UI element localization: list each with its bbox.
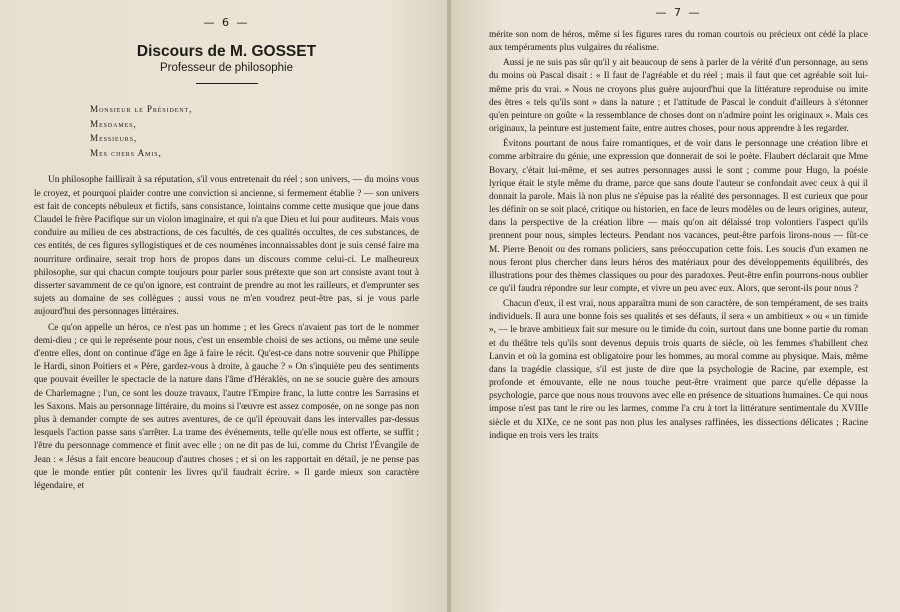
left-body: [34, 174, 419, 493]
page-number: — 7 —: [655, 6, 702, 19]
book-gutter: [447, 0, 451, 612]
paragraph: mérite son nom de héros, même si les figures rares du roman courtois ou précieux ont cédé la place aux tempéraments plus vulgaires du réalisme.: [489, 30, 868, 54]
salutation: [90, 102, 419, 160]
page-number: — 6 —: [203, 16, 250, 29]
salutation-line: Mesdames,: [90, 118, 137, 129]
paragraph: Aussi je ne suis pas sûr qu'il y ait beaucoup de sens à parler de la vérité d'un personnage, au sens du moins où Pascal disait : « Il faut de l'agréable et du réel ; mais il faut que cet agréable soit lui-même pris du vrai. » Nous ne croyons plus guère aujourd'hui que la littérature reproduise ou imite des êtres « tels qu'ils sont » dans la nature ; et l'attitude de Pascal le conduit d'ailleurs à s'étonner qu'en peinture on goûte « la ressemblance de choses dont on n'admire point les originaux ». Mais ces originaux, la peinture est justement faite, entre autres choses, pour nous apprendre à les regarder.: [489, 58, 868, 135]
paragraph: Chacun d'eux, il est vrai, nous apparaîtra muni de son caractère, de son tempérament, de ses traits individuels. Il aura une bonne fois ses qualités et ses défauts, il sera « un ambitieux » ou « un timide », — le brave ambitieux fait sur mesure ou le timide du coin, surtout dans une bonne partie du roman et du théâtre tels qu'ils sont devenus depuis trois quarts de siècle, où les femmes s'habillent chez Lanvin et où la gomina est obligatoire pour les hommes, au moral comme au physique. Mais, même dans la tragédie classique, s'il est juste de dire que la psychologie de Racine, par exemple, est profonde et émouvante, elle ne nous touche peut-être vraiment que parce qu'elle dépasse la psychologie, parce que nous nous trouvons avec elle en présence de situations humaines. Ce qui nous impose n'est pas tant le rire ou les larmes, comme l'a cru à tort la littérature sentimentale du XVIIIe siècle et du XIXe, ce ne sont pas non plus les analyses raffinées, les dissections délicates ; Racine indique en trois vers les traits: [489, 299, 868, 441]
speech-subtitle: Professeur de philosophie: [160, 62, 293, 74]
salutation-line: Monsieur le Président,: [90, 104, 193, 114]
paragraph: Ce qu'on appelle un héros, ce n'est pas un homme ; et les Grecs n'avaient pas tort de le nommer demi-dieu ; ce qui le représente pour nous, c'est un ensemble choisi de ses actions, ou même une seule d'entre elles, dont on continue d'âge en âge à faire le récit. Qu'est-ce dans notre souvenir que Philippe le Hardi, sinon Poitiers et « Père, gardez-vous à droite, à gauche ? » On s'inquiète peu des sentiments que pouvait éveiller le spectacle de la nature dans l'âme d'Héraklès, on ne se soucie guère des amours de Charlemagne ; l'un, ce sont les douze travaux, l'autre l'Empire franc, la lutte contre les Sarrasins et les Saxons. Mais au personnage littéraire, du moins si l'œuvre est assez composée, on ne songe pas non plus à demander compte de ses autres aventures, de ce qu'il éprouvait dans les intervalles par-dessus lesquels l'action passe sans s'arrêter. La trame des événements, telle qu'elle nous est offerte, se suffit ; l'être du personnage commence et finit avec elle ; on ne dit pas de lui, comme du Christ l'Évangile de Jean : « Jésus a fait encore beaucoup d'autres choses ; et si on les rapportait en détail, je ne pense pas que le monde entier pût contenir les livres qu'il faudrait écrire. » Il garde mieux son caractère légendaire, et: [34, 322, 419, 492]
salutation-line: Messieurs,: [90, 133, 138, 144]
right-page: [449, 0, 900, 612]
salutation-line: Mes chers Amis,: [90, 147, 162, 158]
title-divider: [196, 83, 258, 84]
left-page: [0, 0, 449, 612]
speech-title: Discours de M. GOSSET: [136, 43, 317, 60]
paragraph: Évitons pourtant de nous faire romantiques, et de voir dans le personnage une création libre et comme arbitraire du génie, une expression que donnerait de soi le poète. Flaubert déclarait que Mme Bovary, c'était lui-même, et ses autres personnages aussi le sont ; comme pour Hugo, la poésie lyrique était le style même du drame, parce que sans doute l'auteur se confondait avec ceux à qui il donnait la parole. Mais là non plus ne s'épuise pas la réalité des personnages. Il est curieux que pour les définir on se soit placé, critique ou historien, en face de leurs modèles ou de leurs origines, auteur, dans la perspective de la création libre — mais qu'on ait délaissé trop volontiers l'aspect qu'ils prennent pour nous, simples lecteurs. Pendant nos vacances, peut-être parfois lirons-nous — fût-ce M. Pierre Benoit ou des romans policiers, sans préoccupation cette fois. Les soucis d'un examen ne nous feront plus chercher dans leurs héros des matériaux pour des développements équilibrés, des illustrations pour des thèmes classiques ou pour des paradoxes. Peut-être enfin pourrons-nous oublier ce qu'il faudra répondre sur leur compte, et vivre un peu avec eux. Alors, que seront-ils pour nous ?: [489, 139, 868, 294]
paragraph: Un philosophe faillirait à sa réputation, s'il vous entretenait du réel ; son univers, — du moins vous le croyez, et pourquoi plaider contre une conviction si ancienne, si fermement établie ? — son univers est fait de concepts nébuleux et fictifs, sans consistance, lointains comme cette musique que joue dans Claudel le frère Pacifique sur un violon imaginaire, et qui n'a que Dieu et lui pour auditeurs. Mais vous conduire au milieu de ces abstractions, de ces facultés, de ces qualités occultes, de ces substances, de ces entités, de ces figures syllogistiques et de ces noumènes inconnaissables dont je suis censé faire ma nourriture ordinaire, serait trop hors de propos dans un discours comme celui-ci. Le malheureux philosophe, sur qui chacun compte toujours pour parler sous prétexte que son art consiste avant tout à disserter savamment de ce qu'on ignore, est contraint de prendre au mot les railleurs, et d'emprunter ses sujets au domaine de ses collègues ; aussi vous ne m'en voudrez peut-être pas, si je vous parle aujourd'hui des personnages littéraires.: [34, 175, 419, 318]
